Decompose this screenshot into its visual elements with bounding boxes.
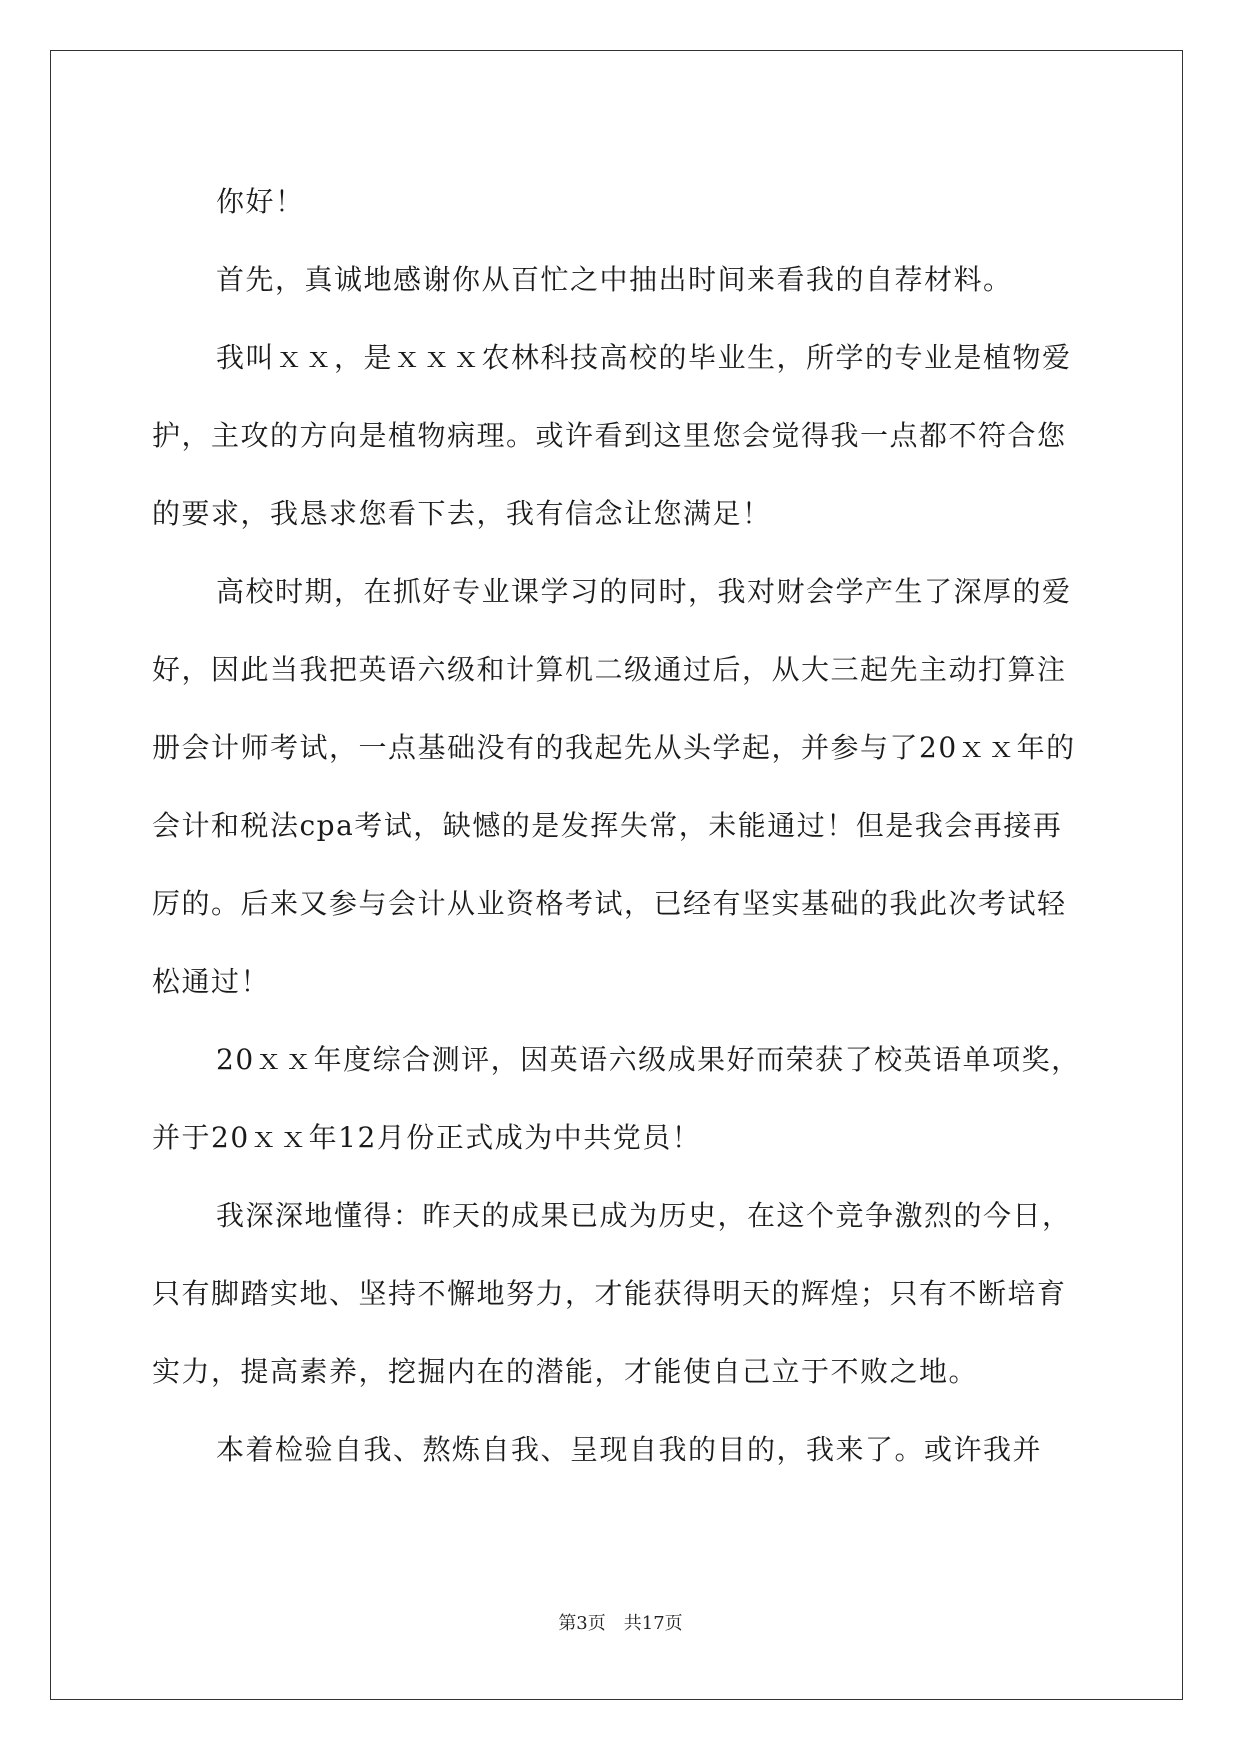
intro-paragraph: 我叫ｘｘ，是ｘｘｘ农林科技高校的毕业生，所学的专业是植物爱护，主攻的方向是植物病理。或许看到这里您会觉得我一点都不符合您的要求，我恳求您看下去，我有信念让您满足！ (152, 341, 1072, 530)
motivation-paragraph: 我深深地懂得：昨天的成果已成为历史，在这个竞争激烈的今日，只有脚踏实地、坚持不懈地努力，才能获得明天的辉煌；只有不断培育实力，提高素养，挖掘内在的潜能，才能使自己立于不败之地。 (152, 1199, 1072, 1388)
closing-paragraph: 本着检验自我、熬炼自我、呈现自我的目的，我来了。或许我并 (216, 1433, 1043, 1466)
awards-paragraph: 20ｘｘ年度综合测评，因英语六级成果好而荣获了校英语单项奖，并于20ｘｘ年12月份正式成为中共党员！ (152, 1043, 1081, 1154)
thanks-paragraph: 首先，真诚地感谢你从百忙之中抽出时间来看我的自荐材料。 (216, 263, 1013, 296)
page-number-footer: 第3页 共17页 (558, 1613, 683, 1634)
document-body (152, 163, 1090, 1489)
greeting-paragraph: 你好！ (216, 185, 305, 218)
study-paragraph: 高校时期，在抓好专业课学习的同时，我对财会学产生了深厚的爱好，因此当我把英语六级和计算机二级通过后，从大三起先主动打算注册会计师考试，一点基础没有的我起先从头学起，并参与了20ｘｘ年的会计和税法cpa考试，缺憾的是发挥失常，未能通过！但是我会再接再厉的。后来又参与会计从业资格考试，已经有坚实基础的我此次考试轻松通过！ (152, 575, 1076, 998)
